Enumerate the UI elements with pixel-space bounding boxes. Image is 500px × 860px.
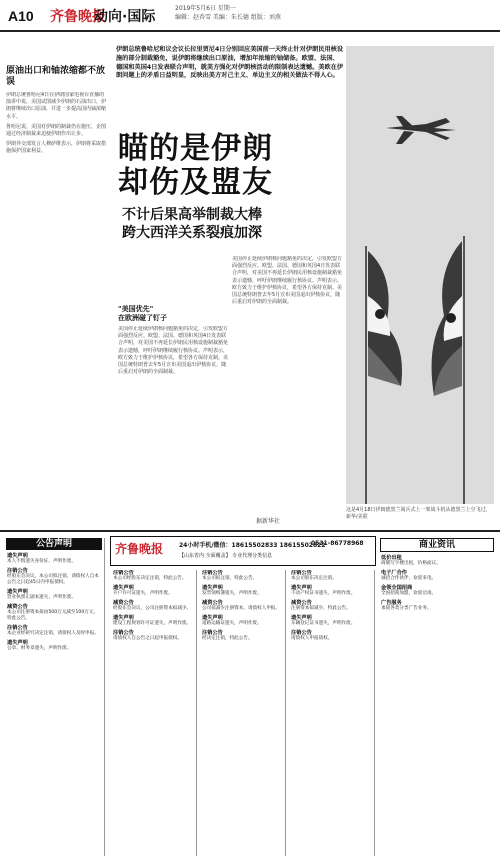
news-photo bbox=[346, 46, 494, 504]
editor-line: 编辑：赵杏雪 美编：朱长德 组版：刘燕 bbox=[175, 14, 281, 21]
business-ad: 广告服务 承接各类分类广告业务。 bbox=[381, 600, 432, 611]
headline-line-2: 却伤及盟友 bbox=[118, 165, 273, 200]
jet-and-flags-illustration bbox=[346, 46, 494, 504]
classified-ad: 遗失声明 公章、财务章遗失，声明作废。 bbox=[7, 640, 72, 651]
contact-slogan: 【山东省内 全面覆盖】 专业代理分类信息 bbox=[179, 553, 273, 559]
newspaper-logo: 齐鲁晚报 bbox=[50, 9, 106, 25]
story-body-col1: 美国停止延续伊朗核问题豁免的决定，引发欧盟方面强烈反应。欧盟、法国、德国和英国4日发表联合声明，对美国不再延长伊朗民用核设施制裁豁免表示遗憾，呼吁伊朗继续履行核协议。声明表示，欧方致力于维护伊核协议，希望各方保持克制。美国总统特朗普去年5月宣布美国退出伊核协议，随后重启对伊朗的全面制裁。 bbox=[118, 326, 228, 376]
contact-hotline: 0531-86778968 bbox=[311, 540, 364, 547]
left-body-text bbox=[6, 92, 106, 522]
classified-ad: 遗失声明 建设工程规划许可证遗失，声明作废。 bbox=[113, 615, 192, 626]
classified-ad: 减资公告 注册资本拟减少，特此公告。 bbox=[291, 600, 351, 611]
left-paragraph: 伊朗外交部发言人穆萨维表示，伊朗将采取措施保护国家利益。 bbox=[6, 141, 106, 155]
left-paragraph: 伊朗总统鲁哈尼4日在伊朗国家电视台直播的演讲中说，美国试图减少伊朗的石油出口，伊朗将继续出口原油，并进一步提高国内铀浓缩水平。 bbox=[6, 92, 106, 120]
classified-ad: 遗失声明 本人不慎遗失身份证，声明作废。 bbox=[7, 553, 76, 564]
story-headline bbox=[118, 132, 338, 200]
masthead bbox=[0, 0, 500, 32]
business-ad: 电子厂合作 诚招合作伙伴，欢迎来电。 bbox=[381, 570, 437, 581]
column-title-business: 商业资讯 bbox=[380, 538, 494, 552]
business-ad: 低价出租 商铺写字楼出租，价格面议。 bbox=[381, 555, 441, 566]
classified-column-3 bbox=[199, 570, 286, 856]
classified-ad: 遗失声明 道路运输证遗失，声明作废。 bbox=[202, 615, 262, 626]
classified-ad: 遗失声明 车辆登记证书遗失，声明作废。 bbox=[291, 615, 356, 626]
date-line: 2019年5月6日 星期一 bbox=[175, 5, 236, 12]
story-byline: 据新华社 bbox=[256, 518, 281, 525]
left-paragraph: 鲁哈尼说，美国对伊朗的制裁仍在施压，企图通过经济制裁来迫使伊朗作出让步。 bbox=[6, 123, 106, 138]
story-lead: 伊朗总统鲁哈尼和议会议长拉里贾尼4日分别回应美国前一天终止针对伊朗民用核设施的部分制裁豁免，说伊朗将继续出口原油，增加年浓缩的铀储备。欧盟、法国、德国和英国4日发表联合声明，就美方强化对伊朗核活动的限制表达遗憾。美欧在伊朗问题上的矛盾日益明显，反映出美方对己主义、单边主义的相关做法不得人心。 bbox=[116, 46, 344, 80]
classified-column-5 bbox=[378, 538, 496, 856]
classified-ads-section bbox=[0, 530, 500, 860]
column-title-announcements: 公告声明 bbox=[6, 538, 102, 550]
story-subheadline bbox=[122, 206, 342, 242]
contact-phone: 24小时手机/微信：18615502833 18615502822 bbox=[179, 542, 326, 549]
photo-caption: 这是4月18日伊朗德黑兰阅兵式上一架战斗机从德黑兰上空飞过。 新华/美联 bbox=[346, 507, 491, 520]
subtitle-line-2: 在欧洲碰了钉子 bbox=[118, 314, 167, 322]
classified-ad: 注销公告 请债权人申报债权。 bbox=[291, 630, 333, 641]
classified-ad: 遗失声明 营业执照正副本遗失，声明作废。 bbox=[7, 589, 76, 600]
subhead-line-1: 不计后果高举制裁大棒 bbox=[122, 207, 262, 223]
story-body-col2: 美国停止延续伊朗核问题豁免的决定，引发欧盟方面强烈反应。欧盟、法国、德国和英国4日发表联合声明，对美国不再延长伊朗民用核设施制裁豁免表示遗憾，呼吁伊朗继续履行核协议。声明表示，欧方致力于维护伊核协议，希望各方保持克制。美国总统特朗普去年5月宣布美国退出伊核协议，随后重启对伊朗的全面制裁。 bbox=[232, 256, 342, 306]
classified-ad: 注销公告 经决定注销，特此公告。 bbox=[202, 630, 253, 641]
classified-column-2 bbox=[110, 570, 197, 856]
classified-ad: 注销公告 请债权人自公告之日起申报债权。 bbox=[113, 630, 182, 641]
classified-ad: 减资公告 本公司注册资本拟由500万元减至100万元，特此公告。 bbox=[7, 604, 99, 621]
business-ad: 金领全国招商 全国招商加盟，欢迎洽谈。 bbox=[381, 585, 437, 596]
subtitle-line-1: "美国优先" bbox=[118, 305, 154, 313]
classified-ad: 注销公告 本公司经股东决定注销，特此公告。 bbox=[113, 570, 187, 581]
classified-column-1 bbox=[4, 538, 105, 856]
classified-ad: 减资公告 经股东会决议，公司注册资本拟减少。 bbox=[113, 600, 192, 611]
page-number: A10 bbox=[8, 8, 34, 24]
classified-ad: 注销公告 本公司拟注销，特此公告。 bbox=[202, 570, 258, 581]
classified-ad: 注销公告 经股东会决议，本公司拟注销，请债权人自本公告之日起45日内申报债权。 bbox=[7, 568, 99, 585]
classified-ad: 遗失声明 发票领购簿遗失，声明作废。 bbox=[202, 585, 262, 596]
classified-ad: 遗失声明 开户许可证遗失，声明作废。 bbox=[113, 585, 173, 596]
left-small-headline: 原油出口和铀浓缩都不放误 bbox=[6, 66, 106, 87]
classified-ad: 注销公告 本公司股东决定注销。 bbox=[291, 570, 337, 581]
classified-column-4 bbox=[288, 570, 375, 856]
contact-logo: 齐鲁晚报 bbox=[115, 542, 164, 556]
headline-line-1: 瞄的是伊朗 bbox=[118, 131, 273, 166]
subhead-line-2: 跨大西洋关系裂痕加深 bbox=[122, 225, 262, 241]
section-title: 动向·国际 bbox=[94, 9, 156, 25]
contact-box bbox=[110, 536, 376, 566]
story-subtitle bbox=[118, 305, 228, 323]
classified-ad: 遗失声明 不动产权证书遗失，声明作废。 bbox=[291, 585, 356, 596]
classified-ad: 减资公告 公司拟减少注册资本，请债权人申报。 bbox=[202, 600, 281, 611]
classified-ad: 注销公告 本企业经研究决定注销，请债权人及时申报。 bbox=[7, 625, 99, 636]
masthead-meta bbox=[175, 4, 281, 22]
